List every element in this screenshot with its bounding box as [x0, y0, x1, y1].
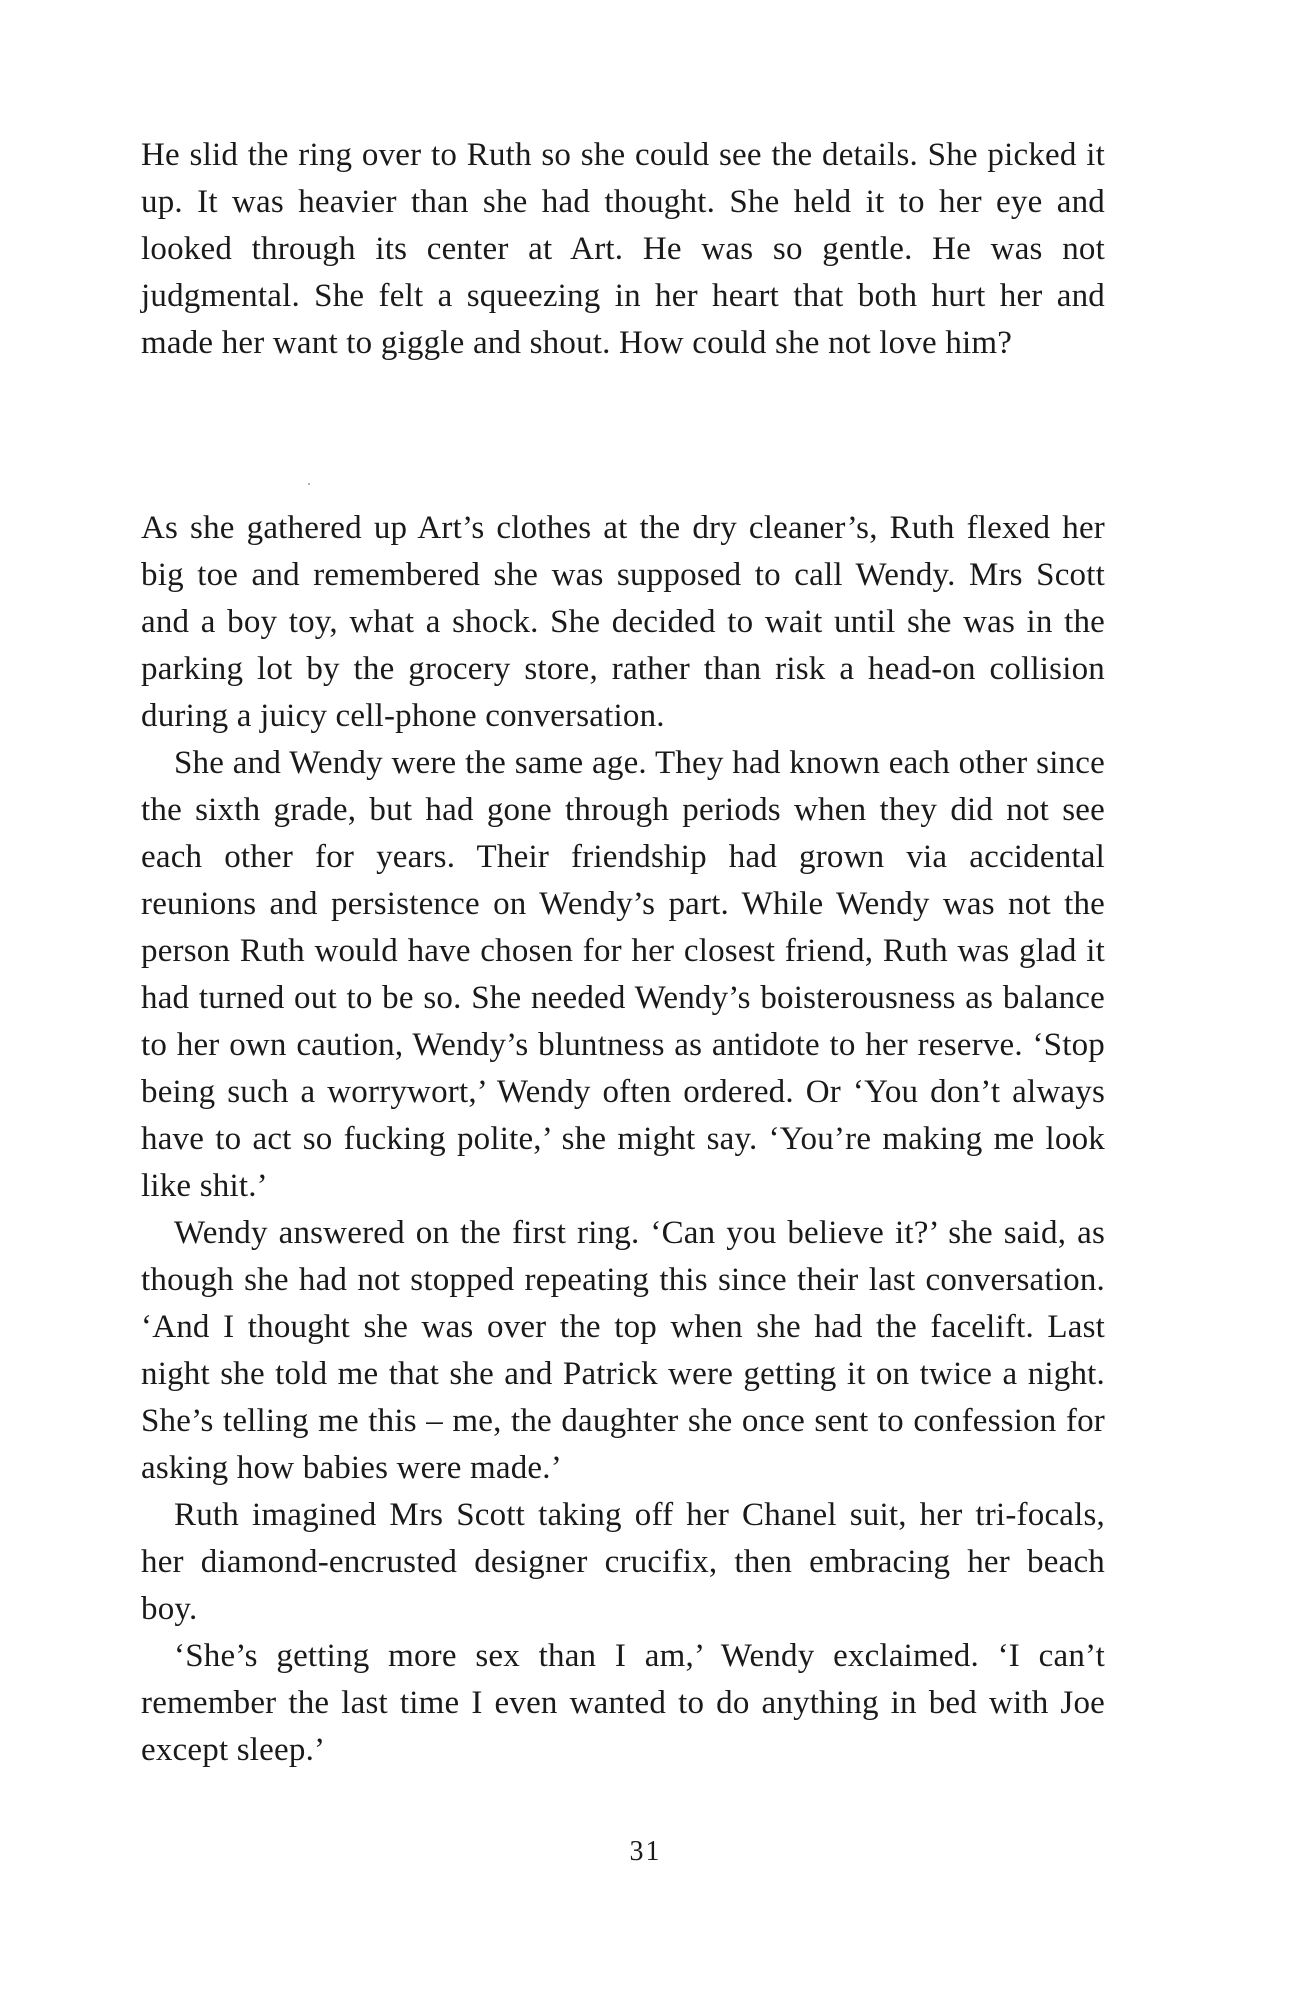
text-section-one — [141, 132, 1105, 367]
paragraph-mrs-scott: Ruth imagined Mrs Scott taking off her Chanel suit, her tri-focals, her diamond-encrusted designer crucifix, then embracing her beach boy. — [141, 1497, 1105, 1627]
paragraph-friendship: She and Wendy were the same age. They had known each other since the sixth grade, but had gone through periods when they did not see each other for years. Their friendship had grown via accidental reunions and persistence on Wendy’s part. While Wendy was not the person Ruth would have chosen for her closest friend, Ruth was glad it had turned out to be so. She needed Wendy’s boisterousness as balance to her own caution, Wendy’s bluntness as antidote to her reserve. ‘Stop being such a worrywort,’ Wendy often ordered. Or ‘You don’t always have to act so fucking polite,’ she might say. ‘You’re making me look like shit.’ — [141, 745, 1105, 1204]
paragraph-wendy-exclaim: ‘She’s getting more sex than I am,’ Wendy exclaimed. ‘I can’t remember the last time I even wanted to do anything in bed with Joe except sleep.’ — [141, 1638, 1105, 1768]
text-section-two — [141, 505, 1105, 1774]
section-break-mark — [308, 483, 310, 485]
paragraph-dry-cleaner: As she gathered up Art’s clothes at the dry cleaner’s, Ruth flexed her big toe and remembered she was supposed to call Wendy. Mrs Scott and a boy toy, what a shock. She decided to wait until she was in the parking lot by the grocery store, rather than risk a head-on collision during a juicy cell-phone conversation. — [141, 510, 1105, 734]
paragraph-phone-call: Wendy answered on the first ring. ‘Can you believe it?’ she said, as though she had not stopped repeating this since their last conversation. ‘And I thought she was over the top when she had the facelift. Last night she told me that she and Patrick were getting it on twice a night. She’s telling me this – me, the daughter she once sent to confession for asking how babies were made.’ — [141, 1215, 1105, 1486]
page-number: 31 — [629, 1836, 662, 1867]
paragraph-ring: He slid the ring over to Ruth so she could see the details. She picked it up. It was heavier than she had thought. She held it to her eye and looked through its center at Art. He was so gentle. He was not judgmental. She felt a squeezing in her heart that both hurt her and made her want to giggle and shout. How could she not love him? — [141, 137, 1105, 361]
